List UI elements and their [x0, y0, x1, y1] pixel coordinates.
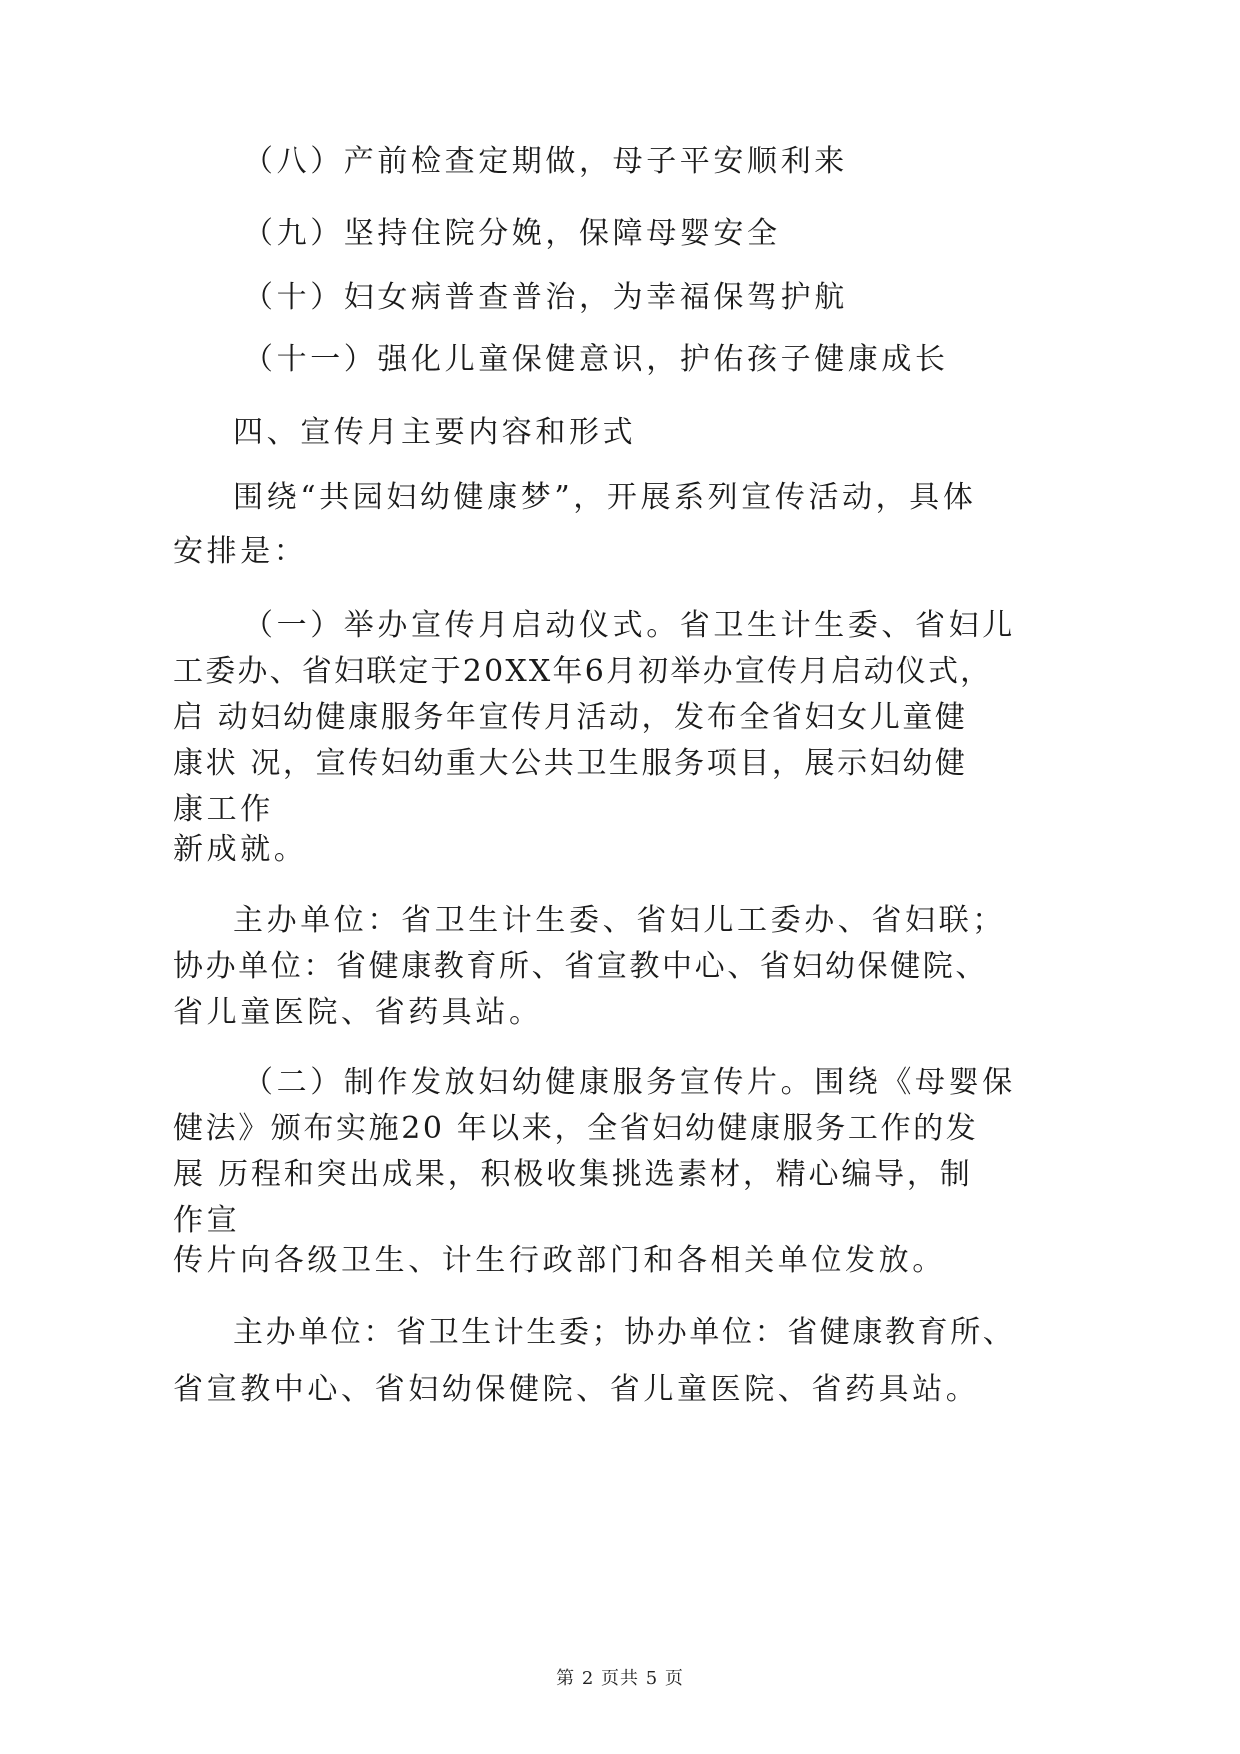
paragraph-line: 主办单位：省卫生计生委；协办单位：省健康教育所、	[233, 1315, 1016, 1350]
paragraph-line: 新成就。	[173, 832, 308, 867]
paragraph-line: 围绕“共园妇幼健康梦”，开展系列宣传活动，具体	[233, 480, 977, 515]
paragraph-line: 传片向各级卫生、计生行政部门和各相关单位发放。	[173, 1243, 946, 1278]
paragraph-line: 工委办、省妇联定于20XX年6月初举办宣传月启动仪式，	[173, 654, 993, 689]
page-number-footer: 第 2 页共 5 页	[556, 1668, 684, 1689]
paragraph-line: 省儿童医院、省药具站。	[173, 995, 543, 1030]
section-heading: 四、宣传月主要内容和形式	[233, 415, 637, 450]
paragraph-line: 安排是：	[173, 534, 308, 569]
paragraph-line: 康状 况，宣传妇幼重大公共卫生服务项目，展示妇幼健	[173, 746, 968, 781]
list-item-ten: （十）妇女病普查普治，为幸福保驾护航	[243, 280, 848, 315]
list-item-eleven: （十一）强化儿童保健意识，护佑孩子健康成长	[243, 342, 949, 377]
paragraph-line: 展 历程和突出成果，积极收集挑选素材，精心编导，制	[173, 1157, 973, 1192]
paragraph-line: （一）举办宣传月启动仪式。省卫生计生委、省妇儿	[243, 608, 1016, 643]
paragraph-line: 启 动妇幼健康服务年宣传月活动，发布全省妇女儿童健	[173, 700, 968, 735]
paragraph-line: 健法》颁布实施20 年以来，全省妇幼健康服务工作的发	[173, 1111, 979, 1146]
list-item-eight: （八）产前检查定期做，母子平安顺利来	[243, 144, 848, 179]
paragraph-line: 主办单位：省卫生计生委、省妇儿工委办、省妇联；	[233, 903, 1006, 938]
paragraph-line: 省宣教中心、省妇幼保健院、省儿童医院、省药具站。	[173, 1372, 980, 1407]
paragraph-line: 作宣	[173, 1203, 241, 1238]
list-item-nine: （九）坚持住院分娩，保障母婴安全	[243, 216, 781, 251]
paragraph-line: 康工作	[173, 792, 274, 827]
paragraph-line: 协办单位：省健康教育所、省宣教中心、省妇幼保健院、	[173, 949, 988, 984]
paragraph-line: （二）制作发放妇幼健康服务宣传片。围绕《母婴保	[243, 1065, 1016, 1100]
